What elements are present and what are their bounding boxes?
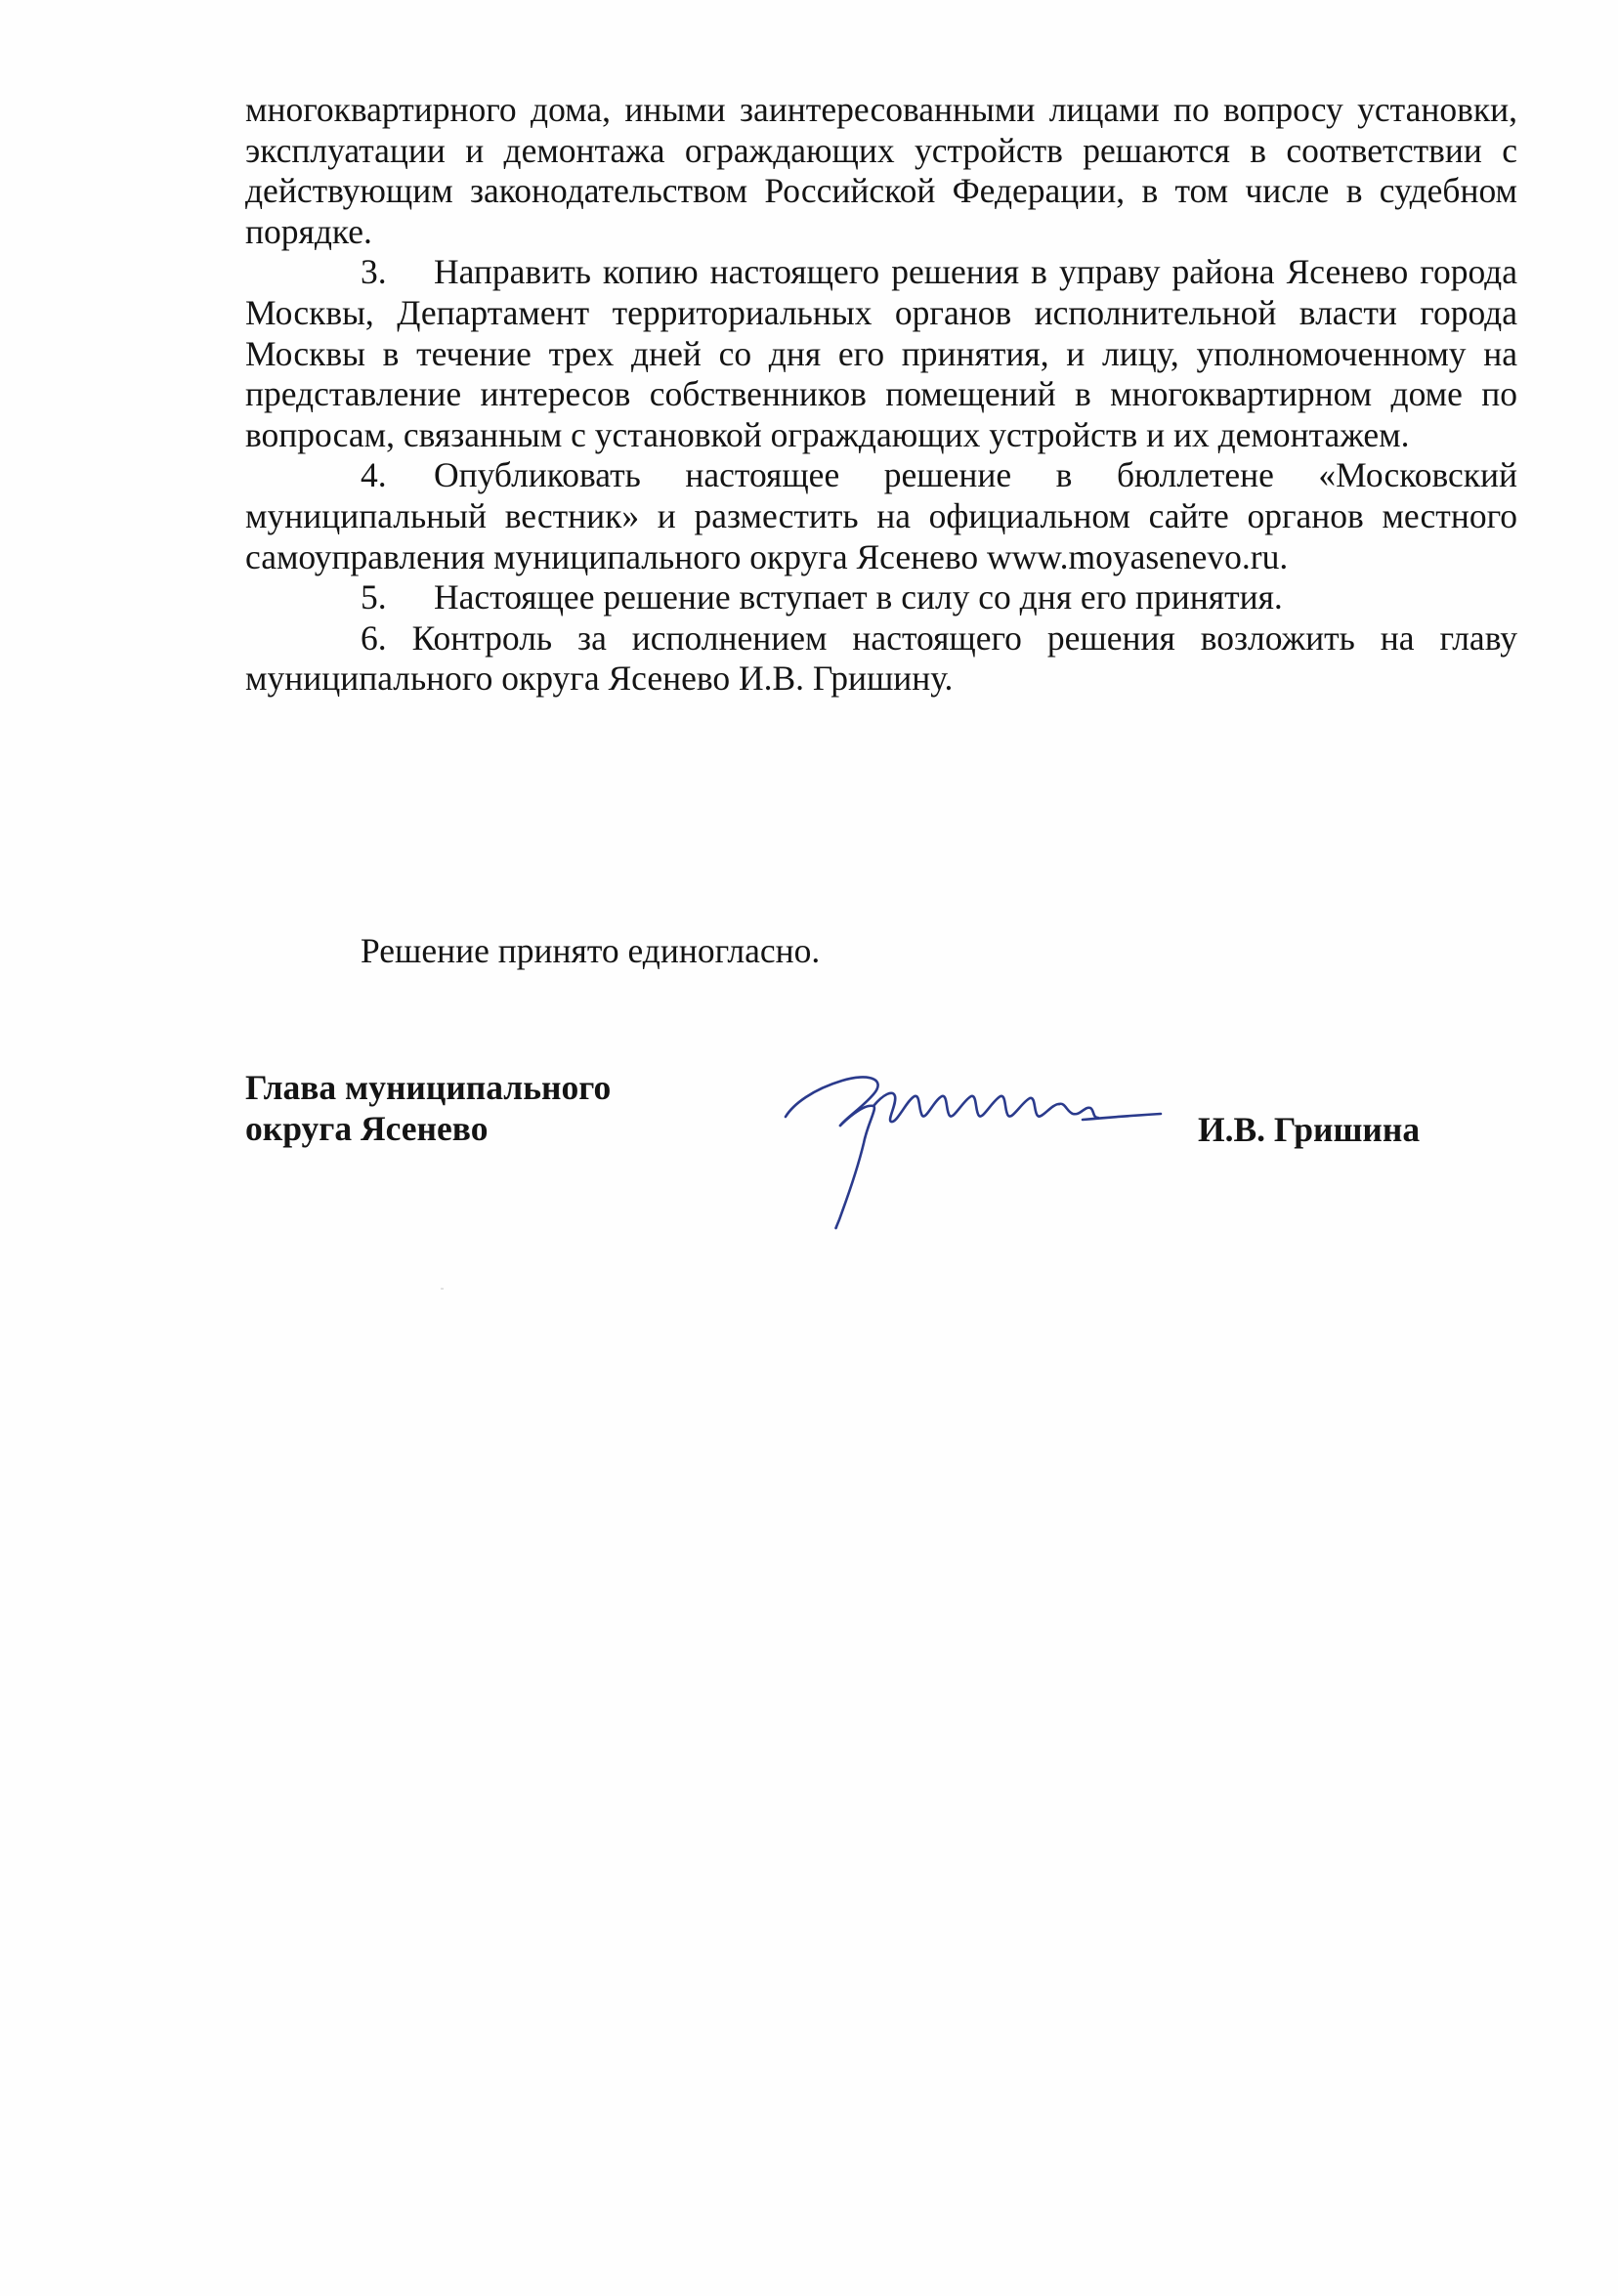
- paragraph-item-4: [245, 455, 1517, 577]
- paragraph-text: Опубликовать настоящее решение в бюллетене «Московский муниципальный вестник» и разместить на официальном сайте органов местного самоуправления муниципального округа Ясенево www.moyasenevo.ru.: [245, 455, 1517, 576]
- paragraph-number: 4.: [361, 455, 387, 495]
- paragraph-text: 6. Контроль за исполнением настоящего решения возложить на главу муниципального округа Ясенево И.В. Гришину.: [245, 617, 1517, 699]
- signatory-position: [245, 1067, 611, 1149]
- paragraph-number: 3.: [361, 252, 387, 292]
- signatory-position-line2: округа Ясенево: [245, 1109, 489, 1148]
- document-body: [245, 90, 1517, 700]
- scan-artifact: [441, 1288, 444, 1290]
- signatory-position-line1: Глава муниципального: [245, 1068, 612, 1107]
- paragraph-continuation: многоквартирного дома, иными заинтересованными лицами по вопросу установки, эксплуатации и демонтажа ограждающих устройств решаются в соответствии с действующим законодательством Российской Федерации, в том числе в судебном порядке.: [245, 90, 1517, 251]
- decision-statement: Решение принято единогласно.: [361, 931, 821, 970]
- paragraph-text: Настоящее решение вступает в силу со дня его принятия.: [434, 577, 1283, 617]
- paragraph-text: Направить копию настоящего решения в управу района Ясенево города Москвы, Департамент территориальных органов исполнительной власти города Москвы в течение трех дней со дня его принятия, и лицу, уполномоченному на представление интересов собственников помещений в многоквартирном доме по вопросам, связанным с установкой ограждающих устройств и их демонтажем.: [245, 252, 1517, 454]
- paragraph-item-6: [245, 618, 1517, 700]
- handwritten-signature: [772, 1036, 1182, 1241]
- signatory-name: И.В. Гришина: [1198, 1110, 1421, 1149]
- paragraph-item-5: [245, 577, 1517, 618]
- paragraph-number: 5.: [361, 577, 387, 617]
- paragraph-item-3: [245, 252, 1517, 455]
